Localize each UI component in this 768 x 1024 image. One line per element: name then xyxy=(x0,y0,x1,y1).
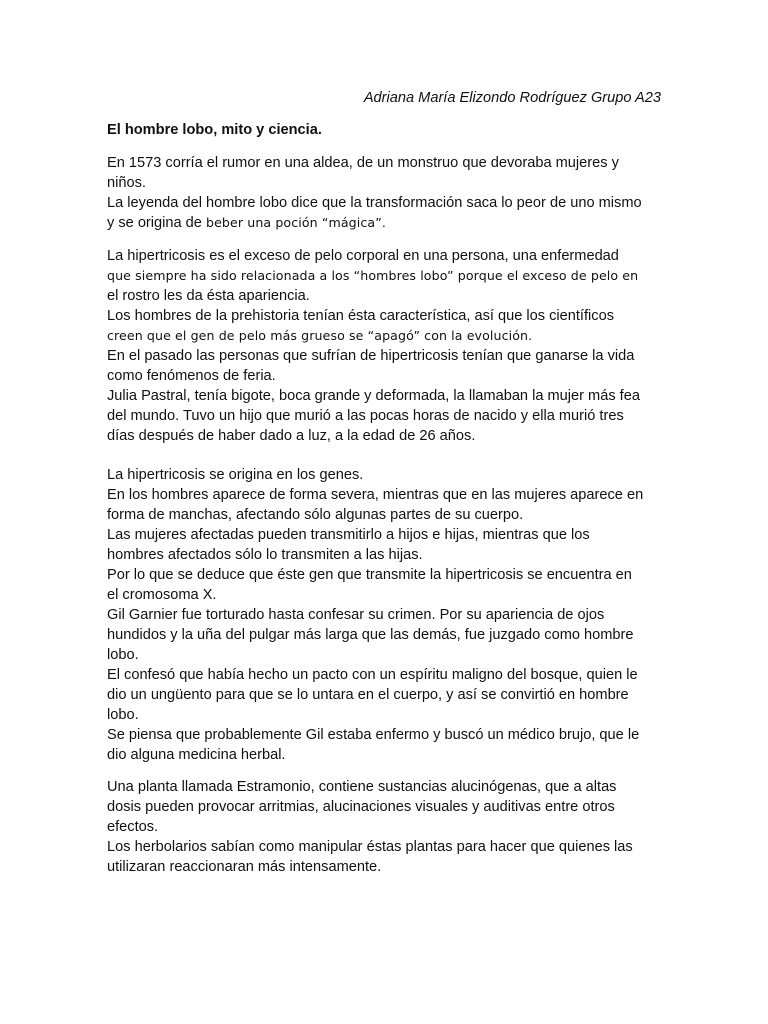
paragraph-line-part: y se origina de xyxy=(107,215,206,231)
paragraph-line: como fenómenos de feria. xyxy=(107,368,276,384)
paragraph-line: el cromosoma X. xyxy=(107,587,217,603)
author-line: Adriana María Elizondo Rodríguez Grupo A23 xyxy=(363,90,661,106)
paragraph-line: días después de haber dado a luz, a la edad de 26 años. xyxy=(107,428,476,444)
paragraph-line: En 1573 corría el rumor en una aldea, de un monstruo que devoraba mujeres y xyxy=(107,155,619,171)
paragraph-line: La leyenda del hombre lobo dice que la transformación saca lo peor de uno mismo xyxy=(107,195,642,211)
paragraph-line: que siempre ha sido relacionada a los “hombres lobo” porque el exceso de pelo en xyxy=(107,268,639,283)
paragraph-line: utilizaran reaccionaran más intensamente. xyxy=(107,859,382,875)
paragraph-line: hundidos y la uña del pulgar más larga que las demás, fue juzgado como hombre xyxy=(107,627,634,643)
paragraph-line: Por lo que se deduce que éste gen que transmite la hipertricosis se encuentra en xyxy=(107,567,632,583)
paragraph-line: Se piensa que probablemente Gil estaba enfermo y buscó un médico brujo, que le xyxy=(107,727,640,743)
paragraph-line: lobo. xyxy=(107,707,139,723)
paragraph-line: La hipertricosis es el exceso de pelo corporal en una persona, una enfermedad xyxy=(107,248,619,264)
paragraph-line: Julia Pastral, tenía bigote, boca grande y deformada, la llamaban la mujer más fea xyxy=(107,388,640,404)
paragraph-line: Los herbolarios sabían como manipular éstas plantas para hacer que quienes las xyxy=(107,839,633,855)
paragraph-line: En el pasado las personas que sufrían de hipertricosis tenían que ganarse la vida xyxy=(107,348,635,364)
paragraph-line: La hipertricosis se origina en los genes. xyxy=(107,467,364,483)
paragraph-line: lobo. xyxy=(107,647,139,663)
paragraph-line xyxy=(107,213,386,233)
paragraph-line-part: beber una poción “mágica”. xyxy=(205,215,386,230)
paragraph-line: creen que el gen de pelo más grueso se “apagó” con la evolución. xyxy=(107,328,533,343)
paragraph-line: del mundo. Tuvo un hijo que murió a las pocas horas de nacido y ella murió tres xyxy=(107,408,624,424)
paragraph-line: el rostro les da ésta apariencia. xyxy=(107,288,310,304)
paragraph-line: El confesó que había hecho un pacto con un espíritu maligno del bosque, quien le xyxy=(107,667,638,683)
paragraph-line: Gil Garnier fue torturado hasta confesar su crimen. Por su apariencia de ojos xyxy=(107,607,605,623)
paragraph-line: dio un ungüento para que se lo untara en el cuerpo, y así se convirtió en hombre xyxy=(107,687,629,703)
paragraph-line: Las mujeres afectadas pueden transmitirlo a hijos e hijas, mientras que los xyxy=(107,527,590,543)
paragraph-line: niños. xyxy=(107,175,146,191)
paragraph-line: dosis pueden provocar arritmias, alucinaciones visuales y auditivas entre otros xyxy=(107,799,615,815)
paragraph-line: Una planta llamada Estramonio, contiene sustancias alucinógenas, que a altas xyxy=(107,779,617,795)
paragraph-line: forma de manchas, afectando sólo algunas partes de su cuerpo. xyxy=(107,507,524,523)
document-title: El hombre lobo, mito y ciencia. xyxy=(107,122,322,138)
paragraph-line: dio alguna medicina herbal. xyxy=(107,747,286,763)
paragraph-line: Los hombres de la prehistoria tenían ésta característica, así que los científicos xyxy=(107,308,614,324)
paragraph-line: En los hombres aparece de forma severa, mientras que en las mujeres aparece en xyxy=(107,487,644,503)
paragraph-line: hombres afectados sólo lo transmiten a las hijas. xyxy=(107,547,423,563)
paragraph-line: efectos. xyxy=(107,819,159,835)
